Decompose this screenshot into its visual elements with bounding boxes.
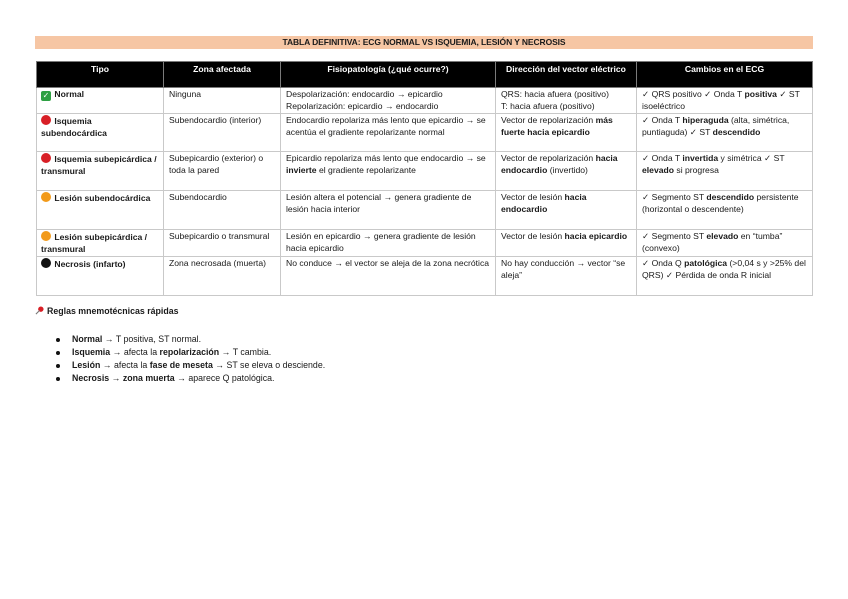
list-item xyxy=(50,333,325,346)
cell-vector xyxy=(496,191,637,230)
cambios-bold: elevado xyxy=(706,231,739,242)
pushpin-icon xyxy=(35,306,44,315)
vector-bold: más fuerte hacia epicardio xyxy=(501,115,613,137)
tipo-label: Necrosis (infarto) xyxy=(54,259,126,270)
cambios-text: ✓ Segmento ST xyxy=(642,192,707,203)
cambios-bold: invertida xyxy=(682,153,719,164)
orange-circle-icon xyxy=(41,231,51,241)
list-item xyxy=(50,359,325,372)
rules-title: Reglas mnemotécnicas rápidas xyxy=(47,306,179,316)
cell-zona: Subendocardio xyxy=(164,191,281,230)
cell-cambios xyxy=(637,191,813,230)
cell-cambios xyxy=(637,230,813,257)
cambios-text: ✓ QRS positivo ✓ Onda T xyxy=(642,89,745,99)
table-row xyxy=(37,152,813,191)
rule-text: → xyxy=(109,373,123,383)
fisio-line: Despolarización: endocardio → epicardio xyxy=(286,89,443,99)
cell-fisio xyxy=(281,88,496,114)
cell-cambios xyxy=(637,257,813,296)
table-header-row xyxy=(37,62,813,88)
header-cambios: Cambios en el ECG xyxy=(637,62,813,88)
rule-keyword: zona muerta xyxy=(122,373,175,383)
cell-fisio: Endocardio repolariza más lento que epicardio → se acentúa el gradiente repolarizante normal xyxy=(281,114,496,152)
cell-zona: Subendocardio (interior) xyxy=(164,114,281,152)
cambios-text: si progresa xyxy=(674,164,719,175)
cell-zona: Subepicardio o transmural xyxy=(164,230,281,257)
cambios-bold: positiva xyxy=(744,89,777,99)
tipo-label: Lesión subendocárdica xyxy=(54,193,151,204)
rule-text: → aparece Q patológica. xyxy=(174,373,275,383)
table-row xyxy=(37,114,813,152)
rule-keyword: Necrosis xyxy=(72,373,110,383)
cambios-text: y simétrica ✓ ST xyxy=(718,153,785,164)
cambios-text: (alta, simétrica, puntiaguda) ✓ ST xyxy=(642,115,790,137)
cell-zona: Subepicardio (exterior) o toda la pared xyxy=(164,152,281,191)
cell-fisio: Lesión altera el potencial → genera gradiente de lesión hacia interior xyxy=(281,191,496,230)
cell-zona: Zona necrosada (muerta) xyxy=(164,257,281,296)
vector-text: Vector de repolarización xyxy=(501,115,596,126)
cell-tipo xyxy=(37,114,164,152)
cell-cambios xyxy=(637,88,813,114)
tipo-label: Lesión subepicárdica / transmural xyxy=(41,232,148,254)
vector-text: Vector de lesión xyxy=(501,192,565,203)
list-item xyxy=(50,346,325,359)
vector-bold: hacia endocardio xyxy=(501,153,618,175)
orange-circle-icon xyxy=(41,192,51,202)
cell-vector: No hay conducción → vector “se aleja” xyxy=(496,257,637,296)
vector-text: (invertido) xyxy=(547,164,588,175)
cell-vector xyxy=(496,152,637,191)
cell-fisio: No conduce → el vector se aleja de la zona necrótica xyxy=(281,257,496,296)
rule-text: → ST se eleva o desciende. xyxy=(212,360,326,370)
cambios-bold: patológica xyxy=(684,258,728,269)
cambios-bold: descendido xyxy=(712,126,761,137)
rule-text: → afecta la xyxy=(100,360,150,370)
cambios-bold: elevado xyxy=(642,164,675,175)
vector-bold: hacia epicardio xyxy=(564,231,628,242)
cell-cambios xyxy=(637,114,813,152)
cambios-text: en “tumba” (convexo) xyxy=(642,231,783,253)
cell-fisio xyxy=(281,152,496,191)
vector-text: Vector de lesión xyxy=(501,231,565,242)
cell-vector xyxy=(496,230,637,257)
cell-tipo xyxy=(37,257,164,296)
vector-line: QRS: hacia afuera (positivo) xyxy=(501,89,609,99)
cell-tipo xyxy=(37,88,164,114)
rule-keyword: repolarización xyxy=(159,347,220,357)
cambios-text: ✓ Onda T xyxy=(642,115,683,126)
red-circle-icon xyxy=(41,153,51,163)
rules-list xyxy=(50,333,325,385)
table-row xyxy=(37,88,813,114)
vector-line: T: hacia afuera (positivo) xyxy=(501,100,595,111)
rules-heading xyxy=(35,306,179,316)
header-zona: Zona afectada xyxy=(164,62,281,88)
cambios-text: (>0,04 s y >25% del QRS) ✓ Pérdida de onda R inicial xyxy=(642,258,806,280)
vector-bold: hacia endocardio xyxy=(501,192,587,214)
rule-keyword: fase de meseta xyxy=(149,360,213,370)
fisio-bold: invierte xyxy=(286,164,317,175)
table-row xyxy=(37,230,813,257)
cell-zona: Ninguna xyxy=(164,88,281,114)
cambios-text: ✓ ST isoeléctrico xyxy=(642,89,800,111)
table-row xyxy=(37,191,813,230)
header-vector: Dirección del vector eléctrico xyxy=(496,62,637,88)
check-mark-icon: ✓ xyxy=(42,91,50,100)
red-circle-icon xyxy=(41,115,51,125)
rule-keyword: Isquemia xyxy=(72,347,111,357)
cell-vector xyxy=(496,114,637,152)
fisio-text: Epicardio repolariza más lento que endocardio → se xyxy=(286,153,486,164)
cell-tipo xyxy=(37,152,164,191)
header-tipo: Tipo xyxy=(37,62,164,88)
cambios-text: ✓ Segmento ST xyxy=(642,231,707,242)
tipo-label: Isquemia subepicárdica / transmural xyxy=(41,154,157,176)
cell-tipo xyxy=(37,230,164,257)
table-row xyxy=(37,257,813,296)
cell-vector xyxy=(496,88,637,114)
fisio-text: el gradiente repolarizante xyxy=(316,164,416,175)
black-circle-icon xyxy=(41,258,51,268)
cambios-bold: hiperaguda xyxy=(682,115,729,126)
rule-text: → T cambia. xyxy=(219,347,272,357)
cambios-text: ✓ Onda Q xyxy=(642,258,685,269)
rule-text: → T positiva, ST normal. xyxy=(102,334,202,344)
table-title: TABLA DEFINITIVA: ECG NORMAL VS ISQUEMIA, LESIÓN Y NECROSIS xyxy=(35,36,813,49)
tipo-label: Normal xyxy=(54,89,84,99)
header-fisiopatologia: Fisiopatología (¿qué ocurre?) xyxy=(281,62,496,88)
cell-tipo xyxy=(37,191,164,230)
rule-text: → afecta la xyxy=(110,347,160,357)
tipo-label: Isquemia subendocárdica xyxy=(41,116,107,138)
rule-keyword: Lesión xyxy=(72,360,101,370)
cell-fisio: Lesión en epicardio → genera gradiente de lesión hacia epicardio xyxy=(281,230,496,257)
fisio-line: Repolarización: epicardio → endocardio xyxy=(286,100,439,111)
cambios-text: ✓ Onda T xyxy=(642,153,683,164)
cell-cambios xyxy=(637,152,813,191)
list-item xyxy=(50,372,325,385)
cambios-text: persistente (horizontal o descendente) xyxy=(642,192,799,214)
cambios-bold: descendido xyxy=(706,192,755,203)
ecg-table xyxy=(36,61,813,296)
rule-keyword: Normal xyxy=(72,334,103,344)
vector-text: Vector de repolarización xyxy=(501,153,596,164)
